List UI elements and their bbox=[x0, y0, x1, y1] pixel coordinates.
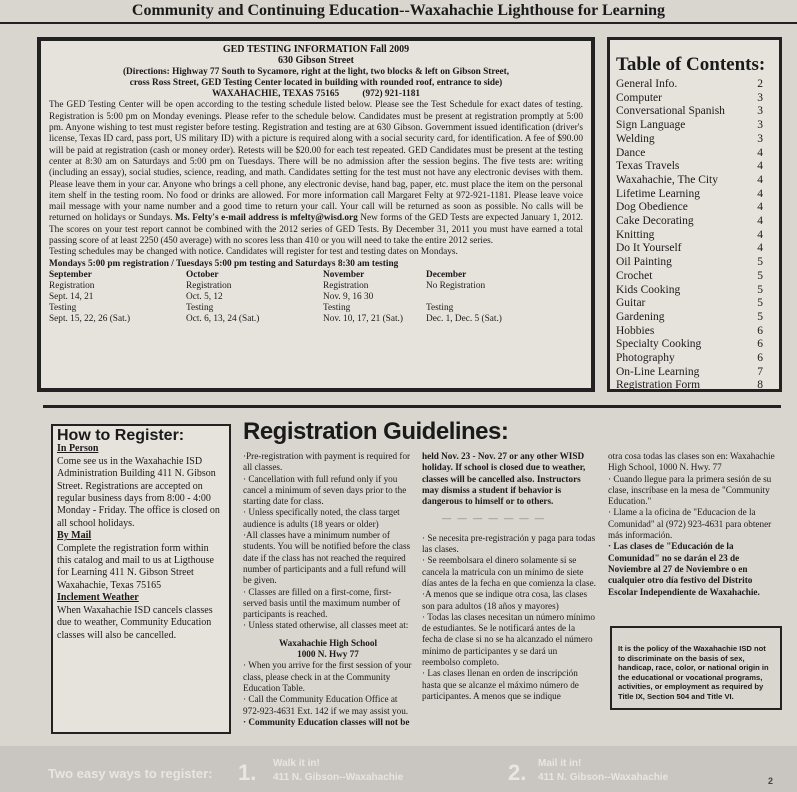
toc-item-label: Kids Cooking bbox=[616, 283, 681, 296]
guideline-item-es: otra cosa todas las clases son en: Waxahachie High School, 1000 N. Hwy. 77 bbox=[608, 451, 775, 473]
ged-address: 630 Gibson Street bbox=[278, 55, 354, 67]
toc-item-label: Knitting bbox=[616, 228, 655, 241]
footer-tagline: Two easy ways to register: bbox=[48, 766, 213, 781]
toc-title: Table of Contents: bbox=[616, 54, 766, 75]
ged-directions-2: cross Ross Street, GED Testing Center located in building with rounded roof, entrance to side) bbox=[129, 77, 503, 88]
toc-item-page: 2 bbox=[757, 78, 763, 90]
toc-item-page: 3 bbox=[757, 91, 763, 104]
toc-item-page: 4 bbox=[757, 173, 763, 186]
toc-item-label: Specialty Cooking bbox=[616, 338, 702, 351]
toc-item bbox=[616, 311, 773, 325]
toc-item-label: Registration Form bbox=[616, 379, 701, 392]
toc-item bbox=[616, 242, 773, 256]
howto-title: How to Register: bbox=[57, 427, 185, 444]
mail-in-label: Mail it in! bbox=[538, 758, 582, 769]
toc-item bbox=[616, 201, 773, 215]
guideline-item-es: · Se reembolsara el dinero solamente si se cancela la matricula con un mínimo de siete días antes de la fecha en que comienza la clase. bbox=[422, 555, 596, 588]
in-person-label: In Person bbox=[57, 443, 99, 455]
registration-guidelines-title: Registration Guidelines: bbox=[243, 418, 509, 445]
guideline-item-es: · Se necesita pre-registración y paga para todas las clases. bbox=[422, 532, 596, 555]
ged-schedule-heading: Mondays 5:00 pm registration / Tuesdays 5:00 pm testing and Saturdays 8:30 am testing bbox=[49, 258, 399, 269]
ged-info-box bbox=[37, 37, 595, 392]
guideline-item-es: ·A menos que se indique otra cosa, las clases son para adultos (18 años y mayores) bbox=[422, 589, 588, 611]
guideline-item: ·Pre-registration with payment is required for all classes. bbox=[243, 451, 411, 473]
guideline-item: · When you arrive for the first session of your class, please check in at the Community Education Table. bbox=[243, 660, 412, 693]
toc-item-page: 5 bbox=[757, 310, 763, 323]
toc-item bbox=[616, 229, 773, 243]
ged-directions-1: (Directions: Highway 77 South to Sycamore, right at the light, two blocks & left on Gibson Street, bbox=[122, 66, 510, 77]
toc-item-label: Photography bbox=[616, 352, 675, 365]
guidelines-col-3 bbox=[608, 451, 783, 598]
toc-item-label: Do It Yourself bbox=[616, 242, 682, 255]
toc-item-label: Conversational Spanish bbox=[616, 105, 725, 118]
guideline-item: · Cancellation with full refund only if you cancel a minimum of seven days prior to the starting date for class. bbox=[243, 473, 407, 507]
toc-item-label: Guitar bbox=[616, 297, 646, 310]
guideline-item: · Classes are filled on a first-come, first-served basis until the maximum number of participants is reached. bbox=[243, 586, 401, 620]
toc-item bbox=[616, 297, 773, 311]
toc-item-label: Dance bbox=[616, 146, 646, 159]
guidelines-col-1 bbox=[243, 451, 413, 728]
toc-item-page: 3 bbox=[757, 119, 763, 132]
toc-item-label: On-Line Learning bbox=[616, 365, 700, 378]
table-of-contents bbox=[607, 37, 782, 392]
guideline-bold-es: · Las clases de "Educación de la Comunidad" no se darán el 23 de Noviembre al 27 de Noviembre o en cualquier otro día festivo del Distrito Escolar Independiente de Waxahachie. bbox=[608, 541, 760, 597]
guideline-item-es: · Cuando llegue para la primera sesión de su clase, inscríbase en la mesa de "Community Education." bbox=[608, 473, 772, 507]
ged-schedule bbox=[49, 270, 583, 325]
mail-in-address: 411 N. Gibson--Waxahachie bbox=[538, 772, 669, 783]
page-header: Community and Continuing Education--Waxahachie Lighthouse for Learning bbox=[0, 0, 797, 24]
guideline-item: ·All classes have a minimum number of students. You will be notified before the class date if the class has not reached the required number of participants and a full refund will be given. bbox=[243, 530, 411, 586]
toc-item bbox=[616, 119, 773, 133]
policy-box: It is the policy of the Waxahachie ISD not to discriminate on the basis of sex, handicap, race, color, or national origin in the educational or vocational programs, activities, or employment as required by Title IX, Section 504 and Title VI. bbox=[610, 626, 782, 710]
toc-item-label: Lifetime Learning bbox=[616, 187, 700, 200]
schedule-col: October Registration Oct. 5, 12 Testing Oct. 6, 13, 24 (Sat.) bbox=[186, 269, 260, 324]
toc-item bbox=[616, 147, 773, 161]
toc-item-page: 4 bbox=[757, 201, 763, 214]
toc-item-page: 5 bbox=[757, 256, 763, 269]
toc-item-page: 4 bbox=[757, 215, 763, 228]
guidelines-col-2 bbox=[422, 451, 597, 702]
guideline-bold-cont: held Nov. 23 - Nov. 27 or any other WISD holiday. If school is closed due to weather, classes will be cancelled also. Instructors may dismiss a student if behavior is dangerous to himself or to others. bbox=[422, 451, 586, 507]
footer-number-1: 1. bbox=[238, 760, 257, 785]
toc-item-page: 4 bbox=[757, 228, 763, 241]
toc-item-page: 3 bbox=[757, 132, 763, 145]
toc-item bbox=[616, 188, 773, 202]
toc-item-label: Hobbies bbox=[616, 324, 655, 337]
toc-item-page: 7 bbox=[757, 365, 763, 378]
guideline-item: · Unless specifically noted, the class target audience is adults (18 years or older) bbox=[243, 507, 400, 529]
toc-item-label: Dog Obedience bbox=[616, 201, 688, 214]
toc-item bbox=[616, 284, 773, 298]
toc-item-page: 5 bbox=[757, 283, 763, 296]
schedule-col: December No Registration Testing Dec. 1, Dec. 5 (Sat.) bbox=[426, 269, 502, 324]
ged-body: The GED Testing Center will be open according to the testing schedule listed below. Please see the Test Schedule for exact dates of testing. Registration is 5:00 pm on Monday evenings. Please refer to the schedule below. Candidates must be present at registration promptly at 5:00 pm. Anyone wishing to test must register before testing. Registration and testing are at 630 Gibson. Government issued identification (driver's license, Texas ID card, pass port, US military ID) with a picture is required along with a social security card, for identification. A fee of $90.00 will be paid at registration (cash or money order). Retests will be $20.00 for each test repeated. GED Candidates must be present at the testing center at 8:30 am on Saturdays and 5:00 pm on Tuesdays. There will be no admission after the session begins. The five tests are: writing (including an essay), social studies, science, reading, and math. Candidates setting for the test must not have any electronic devises with them. Please leave them in your car. Anyone who brings a cell phone, any electronic devise, hand bag, paper, etc. must place the item on the personal item shelf in the testing room. No food or drinks are allowed. For more information call Margaret Felty at 972-921-1181. Please leave voice mail message with your name number and a good time to return your call. Your call will be returned as soon as possible. No calls will be returned on holidays or Sundays. Ms. Felty's e-mail address is mfelty@wisd.org New forms of the GED Tests are expected January 1, 2012. The scores on your test report cannot be combined with the 2012 series of GED Tests. By December 31, 2011 you must have earned a total passing score of at least 2250 (450 average) with no scores less than 410 or you will need to take the entire 2012 series. bbox=[49, 100, 584, 247]
ged-email-note: Ms. Felty's e-mail address is mfelty@wisd.org bbox=[175, 213, 358, 224]
toc-item-page: 4 bbox=[757, 242, 763, 255]
dash-separator: — — — — — — — bbox=[442, 513, 547, 524]
toc-item bbox=[616, 215, 773, 229]
toc-item-label: Crochet bbox=[616, 269, 653, 282]
guideline-item: · Unless stated otherwise, all classes meet at: bbox=[243, 620, 409, 631]
toc-item-label: Oil Painting bbox=[616, 256, 672, 269]
toc-item bbox=[616, 325, 773, 339]
toc-item bbox=[616, 78, 773, 92]
toc-item-label: Texas Travels bbox=[616, 160, 680, 173]
toc-item bbox=[616, 366, 773, 380]
schedule-col: September Registration Sept. 14, 21 Testing Sept. 15, 22, 26 (Sat.) bbox=[49, 269, 131, 324]
ged-notice: Testing schedules may be changed with notice. Candidates will register for test and testing dates on Mondays. bbox=[49, 247, 458, 258]
toc-item-page: 8 bbox=[757, 379, 763, 392]
toc-item bbox=[616, 105, 773, 119]
toc-item bbox=[616, 256, 773, 270]
guideline-item-es: · Llame a la oficina de "Educacion de la Comunidad" al (972) 923-4631 para obtener más información. bbox=[608, 507, 772, 541]
toc-item-label: Welding bbox=[616, 132, 655, 145]
toc-item-page: 6 bbox=[757, 324, 763, 337]
toc-item-page: 4 bbox=[757, 187, 763, 200]
toc-item-page: 5 bbox=[757, 269, 763, 282]
page-number: 2 bbox=[768, 776, 774, 786]
toc-item-label: Gardening bbox=[616, 310, 665, 323]
by-mail-text: Complete the registration form within this catalog and mail to us at Ligthouse for Learning 411 N. Gibson Street Waxahachie, Texas 75165 bbox=[57, 542, 214, 591]
in-person-text: Come see us in the Waxahachie ISD Administration Building 411 N. Gibson Street. Registrations are accepted on regular business days from 8:00 - 4:00 Monday - Friday. The office is closed on all school holidays. bbox=[57, 455, 220, 529]
guideline-bold: · Community Education classes will not be bbox=[243, 716, 410, 727]
footer-number-2: 2. bbox=[508, 760, 527, 785]
toc-item bbox=[616, 270, 773, 284]
toc-item bbox=[616, 133, 773, 147]
toc-item-page: 4 bbox=[757, 160, 763, 173]
schedule-col: November Registration Nov. 9, 16 30 Testing Nov. 10, 17, 21 (Sat.) bbox=[323, 269, 403, 324]
guideline-item-es: · Las clases llenan en orden de inscripción hasta que se alcanze el máximo número de participantes. A menos que se indique bbox=[422, 668, 579, 701]
school-address: 1000 N. Hwy 77 bbox=[297, 649, 359, 660]
toc-item-label: Cake Decorating bbox=[616, 215, 694, 228]
ged-city-phone: WAXAHACHIE, TEXAS 75165 (972) 921-1181 bbox=[212, 89, 420, 100]
school-name: Waxahachie High School bbox=[278, 637, 378, 648]
toc-item bbox=[616, 379, 773, 393]
toc-item-page: 6 bbox=[757, 352, 763, 365]
weather-text: When Waxahachie ISD cancels classes due to weather, Community Education classes will also be cancelled. bbox=[57, 604, 213, 641]
by-mail-label: By Mail bbox=[57, 530, 92, 542]
footer-banner bbox=[0, 746, 797, 792]
weather-label: Inclement Weather bbox=[57, 592, 139, 604]
walk-in-address: 411 N. Gibson--Waxahachie bbox=[273, 772, 404, 783]
guideline-item-es: · Todas las clases necesitan un número mínimo de estudiantes. Se le notificará antes de la fecha de clase si no se ha alcanzado el número mínimo de participantes y se dará un reembolso completo. bbox=[422, 611, 595, 668]
ged-title: GED TESTING INFORMATION Fall 2009 bbox=[222, 44, 410, 55]
section-divider bbox=[43, 405, 781, 408]
toc-list bbox=[616, 78, 773, 393]
toc-item-page: 5 bbox=[757, 297, 763, 310]
how-to-register-box bbox=[51, 424, 231, 734]
toc-item-page: 6 bbox=[757, 338, 763, 351]
toc-item-label: General Info. bbox=[616, 78, 678, 90]
toc-item bbox=[616, 174, 773, 188]
toc-item-page: 3 bbox=[757, 105, 763, 118]
toc-item bbox=[616, 160, 773, 174]
toc-item bbox=[616, 338, 773, 352]
guideline-item: · Call the Community Education Office at 972-923-4631 Ext. 142 if we may assist you. bbox=[243, 694, 409, 716]
toc-item bbox=[616, 352, 773, 366]
toc-item-label: Waxahachie, The City bbox=[616, 173, 719, 186]
toc-item-label: Sign Language bbox=[616, 119, 686, 132]
toc-item bbox=[616, 92, 773, 106]
walk-in-label: Walk it in! bbox=[273, 758, 320, 769]
toc-item-label: Computer bbox=[616, 91, 662, 104]
toc-item-page: 4 bbox=[757, 146, 763, 159]
